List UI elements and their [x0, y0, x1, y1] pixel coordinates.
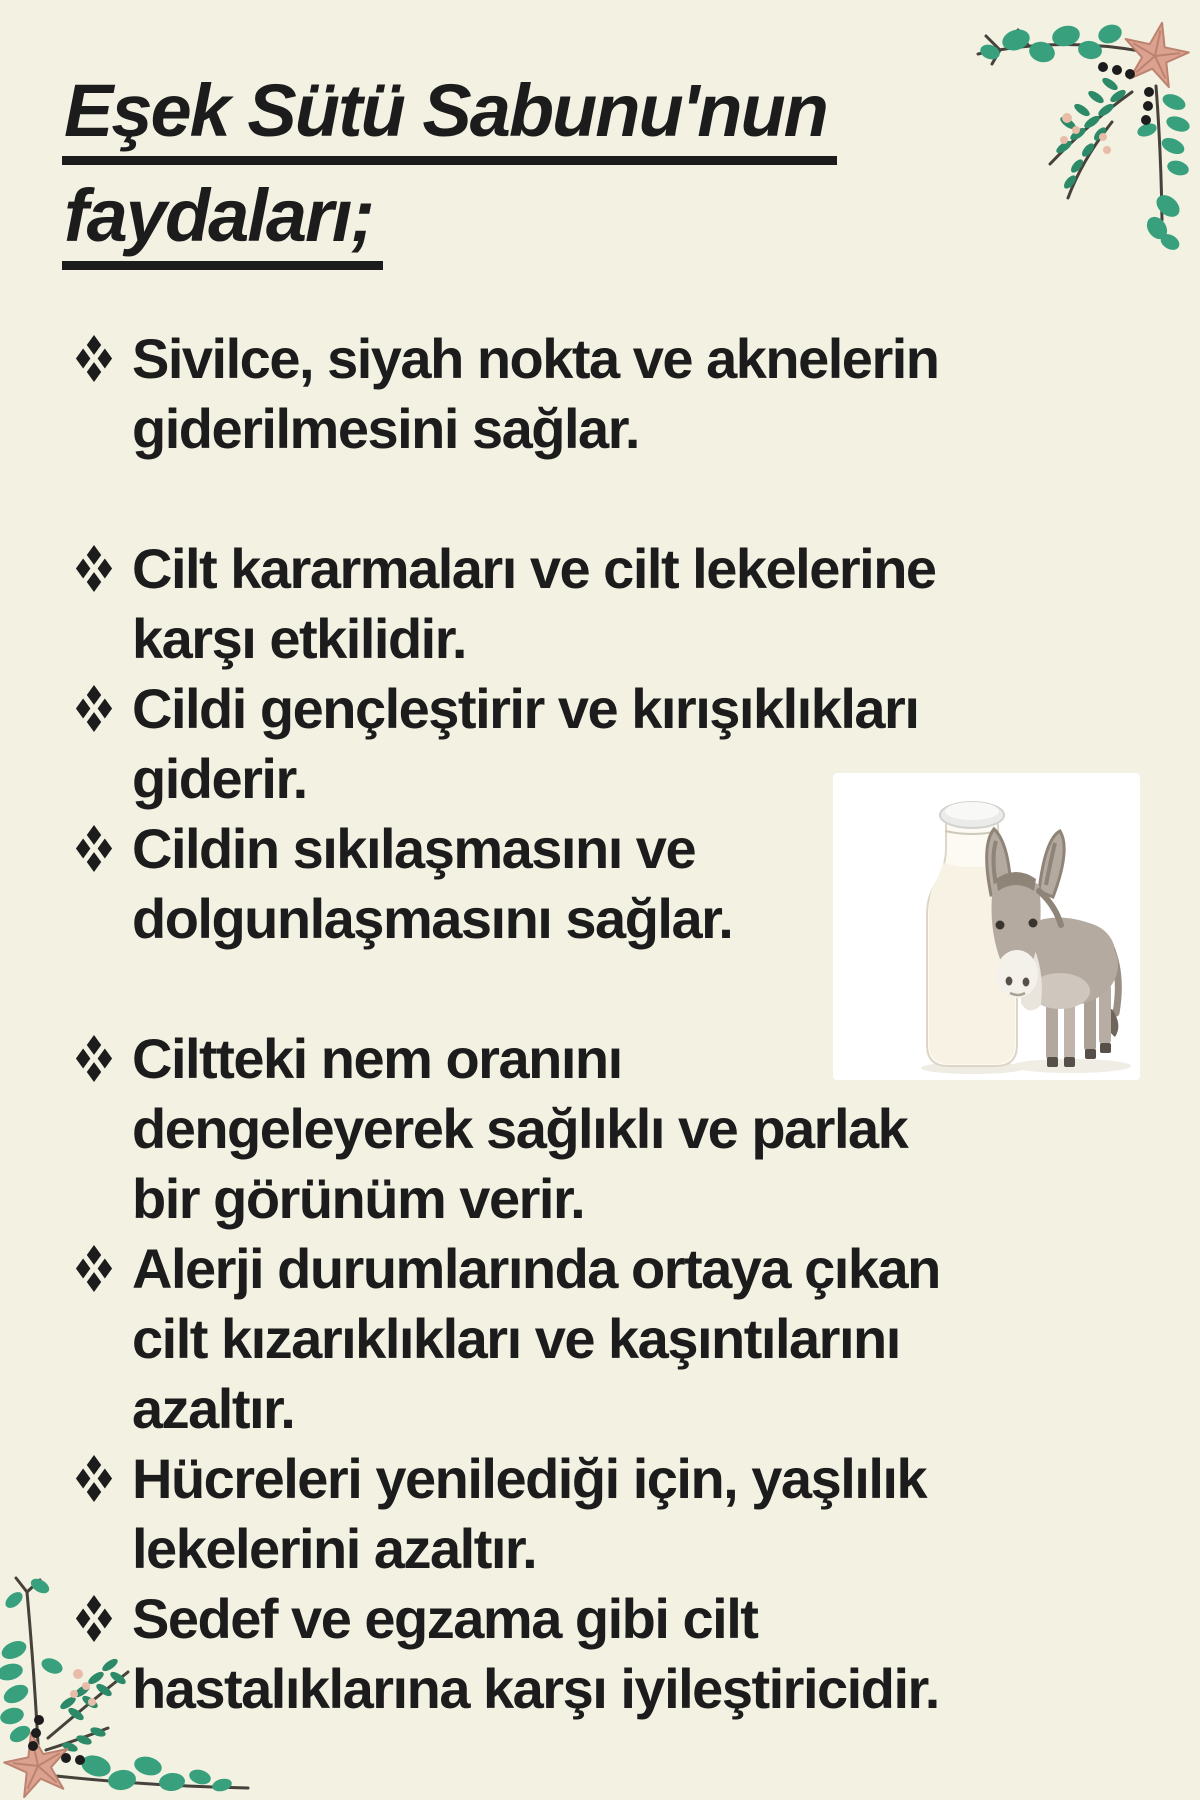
benefit-text-line: giderilmesini sağlar. — [132, 397, 639, 460]
benefit-item — [74, 324, 1144, 464]
benefit-item — [74, 1444, 1144, 1584]
benefit-text-line: dolgunlaşmasını sağlar. — [132, 887, 733, 950]
benefit-text-line: Hücreleri yenilediği için, yaşlılık — [132, 1447, 927, 1510]
benefit-text-line: dengeleyerek sağlıklı ve parlak — [132, 1097, 908, 1160]
benefit-text-line: Cildin sıkılaşmasını ve — [132, 817, 696, 880]
benefit-text-line: Sivilce, siyah nokta ve aknelerin — [132, 327, 939, 390]
benefit-text-line: karşı etkilidir. — [132, 607, 466, 670]
four-diamond-bullet-icon — [74, 685, 114, 732]
benefit-text — [132, 1444, 926, 1584]
benefit-text-line: Cilt kararmaları ve cilt lekelerine — [132, 537, 936, 600]
benefit-text — [132, 534, 936, 674]
benefit-text-line: Sedef ve egzama gibi cilt — [132, 1587, 758, 1650]
page-title — [62, 69, 837, 282]
benefit-text-line: lekelerini azaltır. — [132, 1517, 537, 1580]
benefit-text-line: giderir. — [132, 747, 307, 810]
four-diamond-bullet-icon — [74, 335, 114, 382]
benefit-text-line: Alerji durumlarında ortaya çıkan — [132, 1237, 940, 1300]
four-diamond-bullet-icon — [74, 1595, 114, 1642]
benefit-text-line: cilt kızarıklıkları ve kaşıntılarını — [132, 1307, 900, 1370]
page-title-line-2: faydaları; — [62, 177, 383, 270]
four-diamond-bullet-icon — [74, 1035, 114, 1082]
benefit-text-line: bir görünüm verir. — [132, 1167, 585, 1230]
benefit-text — [132, 1584, 939, 1724]
benefit-text-line: azaltır. — [132, 1377, 295, 1440]
floral-corner-top-right-icon — [960, 0, 1200, 250]
four-diamond-bullet-icon — [74, 1245, 114, 1292]
benefit-text — [132, 814, 732, 954]
benefit-text-line: Ciltteki nem oranını — [132, 1027, 622, 1090]
benefit-text — [132, 1234, 940, 1444]
benefit-item — [74, 1584, 1144, 1724]
benefit-text-line: hastalıklarına karşı iyileştiricidir. — [132, 1657, 939, 1720]
benefit-text — [132, 674, 918, 814]
four-diamond-bullet-icon — [74, 825, 114, 872]
page-title-line-1: Eşek Sütü Sabunu'nun — [62, 72, 837, 165]
benefit-item — [74, 534, 1144, 674]
benefit-text — [132, 1024, 907, 1234]
benefit-text-line: Cildi gençleştirir ve kırışıklıkları — [132, 677, 919, 740]
benefit-text — [132, 324, 939, 464]
donkey-milk-photo — [833, 773, 1140, 1080]
four-diamond-bullet-icon — [74, 545, 114, 592]
benefit-item — [74, 1234, 1144, 1444]
four-diamond-bullet-icon — [74, 1455, 114, 1502]
